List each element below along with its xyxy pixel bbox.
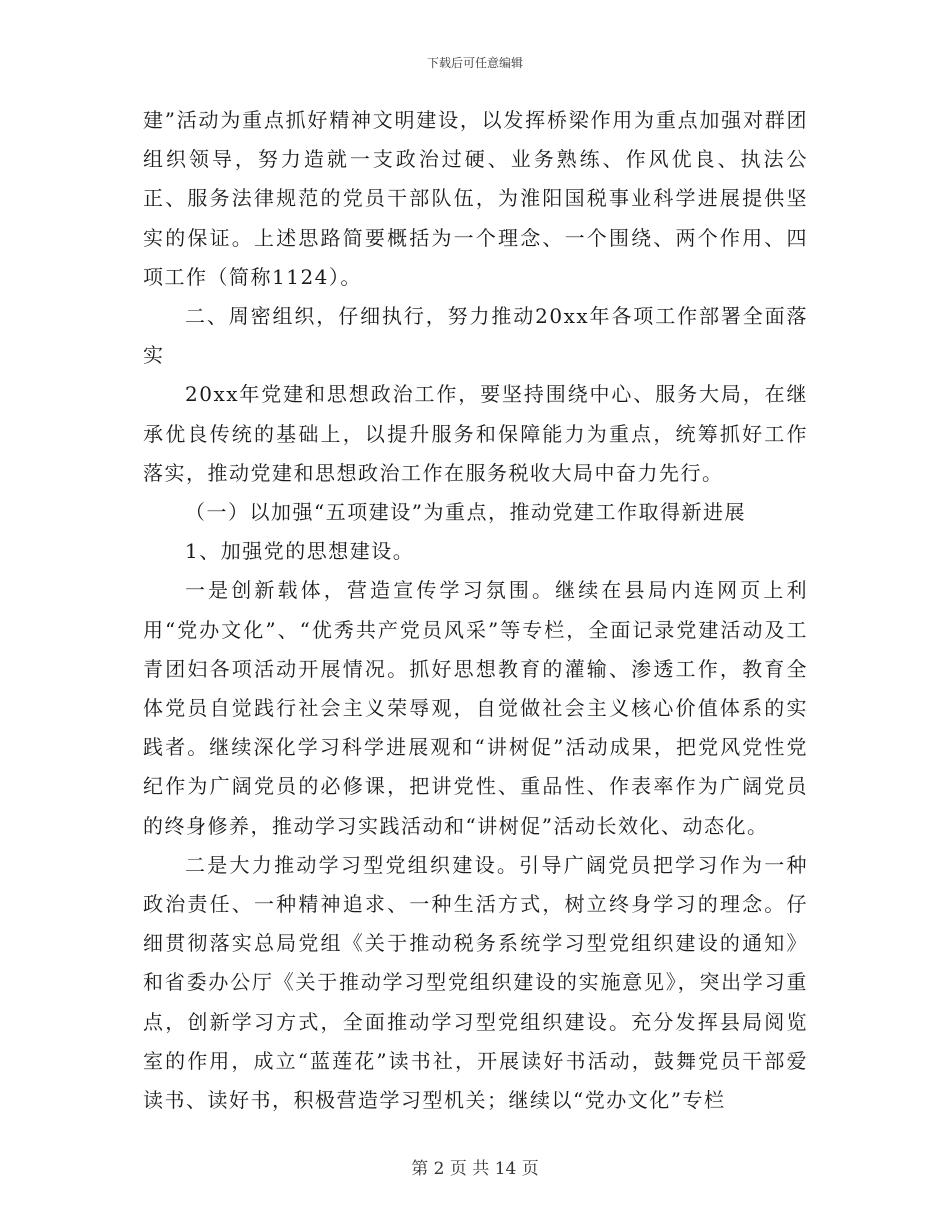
item-heading-1: 1、加强党的思想建设。 <box>185 539 415 564</box>
section-heading-2: 二、周密组织，仔细执行，努力推动20xx年各项工作部署全面落实 <box>143 304 808 368</box>
page-number: 第 2 页 共 14 页 <box>411 1159 539 1179</box>
document-body <box>143 101 808 1120</box>
page-header-note: 下载后可任意编辑 <box>426 56 523 70</box>
paragraph-6: 一是创新载体，营造宣传学习氛围。继续在县局内连网页上利用“党办文化”、“优秀共产党员风采”等专栏，全面记录党建活动及工青团妇各项活动开展情况。抓好思想教育的灌输、渗透工作，教育全体党员自觉践行社会主义荣辱观，自觉做社会主义核心价值体系的实践者。继续深化学习科学进展观和“讲树促”活动成果，把党风党性党纪作为广阔党员的必修课，把讲党性、重品性、作表率作为广阔党员的终身修养，推动学习实践活动和“讲树促”活动长效化、动态化。 <box>143 578 808 838</box>
paragraph-3: 20xx年党建和思想政治工作，要坚持围绕中心、服务大局，在继承优良传统的基础上，以提升服务和保障能力为重点，统筹抓好工作落实，推动党建和思想政治工作在服务税收大局中奋力先行。 <box>143 382 808 485</box>
paragraph-7: 二是大力推动学习型党组织建设。引导广阔党员把学习作为一种政治责任、一种精神追求、一种生活方式，树立终身学习的理念。仔细贯彻落实总局党组《关于推动税务系统学习型党组织建设的通知》和省委办公厅《关于推动学习型党组织建设的实施意见》，突出学习重点，创新学习方式，全面推动学习型党组织建设。充分发挥县局阅览室的作用，成立“蓝莲花”读书社，开展读好书活动，鼓舞党员干部爱读书、读好书，积极营造学习型机关；继续以“党办文化”专栏 <box>143 852 808 1113</box>
subsection-heading-1: （一）以加强“五项建设”为重点，推动党建工作取得新进展 <box>185 500 746 525</box>
paragraph-1: 建”活动为重点抓好精神文明建设，以发挥桥梁作用为重点加强对群团组织领导，努力造就一支政治过硬、业务熟练、作风优良、执法公正、服务法律规范的党员干部队伍，为淮阳国税事业科学进展提供坚实的保证。上述思路简要概括为一个理念、一个围绕、两个作用、四项工作（简称1124）。 <box>143 108 808 289</box>
